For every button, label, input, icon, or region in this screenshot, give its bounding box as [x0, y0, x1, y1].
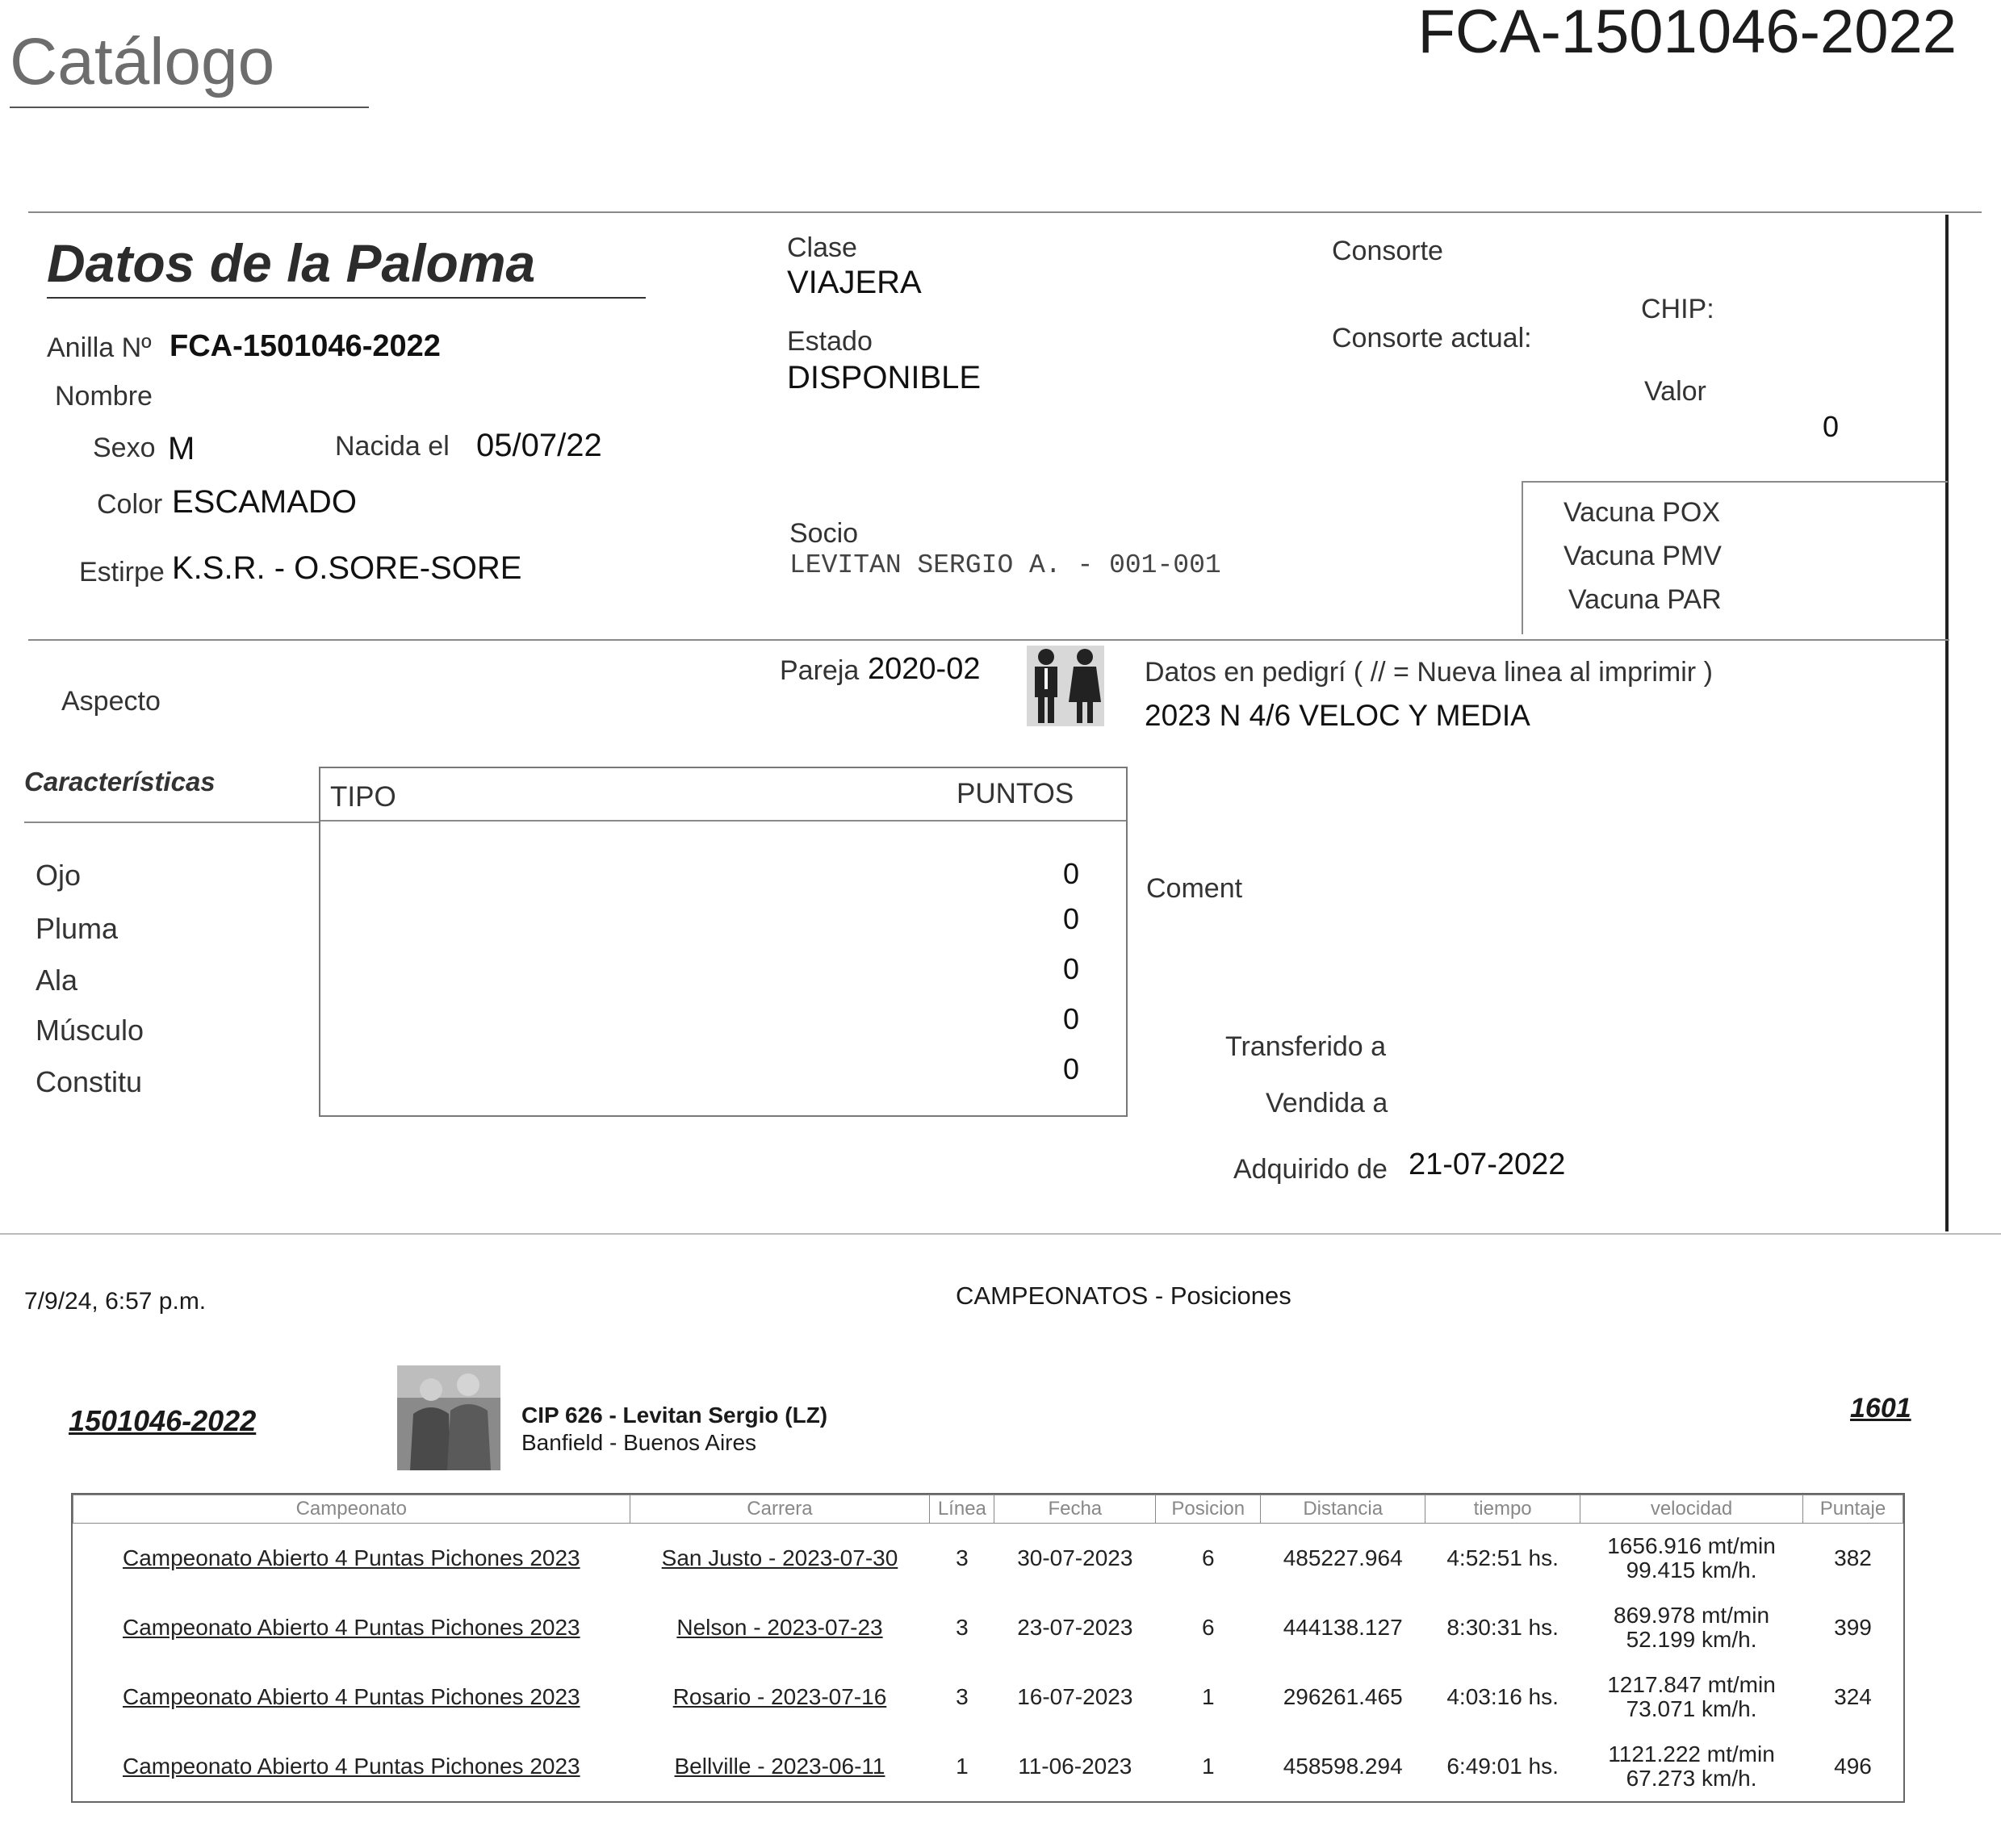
campeonato-link[interactable]: Campeonato Abierto 4 Puntas Pichones 2023	[122, 1615, 580, 1640]
velocidad-mtmin: 1656.916 mt/min	[1607, 1533, 1776, 1558]
velocidad-kmh: 73.071 km/h.	[1626, 1696, 1757, 1721]
color-value: ESCAMADO	[172, 484, 357, 520]
musculo-label: Músculo	[36, 1014, 144, 1047]
puntaje-cell: 324	[1834, 1684, 1872, 1709]
fecha-cell: 30-07-2023	[1017, 1545, 1133, 1570]
col-linea: Línea	[930, 1495, 994, 1524]
sexo-label: Sexo	[93, 433, 156, 463]
adquirido-value: 21-07-2022	[1409, 1148, 1566, 1181]
musculo-puntos: 0	[1063, 1002, 1080, 1035]
anilla-value: FCA-1501046-2022	[170, 329, 441, 363]
velocidad-mtmin: 1217.847 mt/min	[1607, 1672, 1776, 1697]
pluma-label: Pluma	[36, 912, 119, 945]
estirpe-value: K.S.R. - O.SORE-SORE	[172, 550, 522, 586]
vendida-label: Vendida a	[1266, 1088, 1388, 1118]
velocidad-cell	[1580, 1732, 1803, 1801]
caracteristicas-underline	[24, 822, 319, 823]
puntaje-cell: 496	[1834, 1754, 1872, 1779]
campeonato-link[interactable]: Campeonato Abierto 4 Puntas Pichones 2023	[122, 1754, 580, 1779]
socio-label: Socio	[789, 518, 859, 549]
caracteristicas-table	[319, 767, 1128, 1117]
distancia-cell: 444138.127	[1283, 1615, 1403, 1640]
nacida-label: Nacida el	[335, 431, 450, 462]
ojo-label: Ojo	[36, 859, 82, 892]
frame-mid-line	[28, 639, 1949, 641]
fecha-cell: 16-07-2023	[1017, 1684, 1133, 1709]
consorte-actual-label: Consorte actual:	[1332, 323, 1532, 353]
estado-label: Estado	[787, 326, 873, 357]
nacida-value: 05/07/22	[476, 428, 602, 463]
valor-label: Valor	[1644, 376, 1706, 407]
posicion-cell: 1	[1201, 1754, 1215, 1779]
caracteristicas-title: Características	[24, 767, 216, 796]
frame-top-line	[28, 211, 1982, 213]
caracteristicas-header-line	[320, 820, 1126, 822]
nombre-label: Nombre	[55, 381, 153, 412]
tipo-header: TIPO	[330, 781, 396, 813]
velocidad-mtmin: 1121.222 mt/min	[1608, 1741, 1775, 1766]
anilla-label: Anilla Nº	[47, 332, 152, 363]
puntaje-cell: 382	[1834, 1545, 1872, 1570]
carrera-link[interactable]: Nelson - 2023-07-23	[676, 1615, 883, 1640]
pedigri-label: Datos en pedigrí ( // = Nueva linea al imprimir )	[1145, 657, 1713, 688]
section-title: Datos de la Paloma	[47, 233, 536, 293]
constitu-label: Constitu	[36, 1065, 143, 1098]
velocidad-cell	[1580, 1524, 1803, 1594]
velocidad-kmh: 99.415 km/h.	[1626, 1557, 1757, 1583]
socio-value: LEVITAN SERGIO A. - 001-001	[789, 550, 1221, 580]
carrera-link[interactable]: Rosario - 2023-07-16	[672, 1684, 887, 1709]
ring-code-header: FCA-1501046-2022	[1417, 0, 1957, 66]
coment-label: Coment	[1146, 873, 1243, 904]
fecha-cell: 23-07-2023	[1017, 1615, 1133, 1640]
clase-value: VIAJERA	[787, 265, 922, 300]
title-underline	[10, 107, 369, 108]
ojo-puntos: 0	[1063, 857, 1080, 890]
col-velocidad: velocidad	[1580, 1495, 1803, 1524]
posicion-cell: 6	[1201, 1615, 1215, 1640]
estirpe-label: Estirpe	[79, 557, 165, 587]
report-title: CAMPEONATOS - Posiciones	[956, 1281, 1291, 1310]
color-label: Color	[97, 489, 163, 520]
velocidad-mtmin: 869.978 mt/min	[1614, 1603, 1770, 1628]
report-ring-link[interactable]: 1501046-2022	[69, 1404, 257, 1437]
linea-cell: 3	[956, 1545, 969, 1570]
report-datetime: 7/9/24, 6:57 p.m.	[24, 1288, 207, 1315]
pareja-label: Pareja	[780, 655, 860, 686]
velocidad-cell	[1580, 1662, 1803, 1732]
tiempo-cell: 6:49:01 hs.	[1446, 1754, 1559, 1779]
estado-value: DISPONIBLE	[787, 360, 982, 395]
transferido-label: Transferido a	[1225, 1031, 1387, 1062]
col-fecha: Fecha	[994, 1495, 1156, 1524]
sexo-value: M	[168, 431, 195, 466]
clase-label: Clase	[787, 232, 857, 263]
col-tiempo: tiempo	[1425, 1495, 1580, 1524]
constitu-puntos: 0	[1063, 1052, 1080, 1085]
carrera-link[interactable]: San Justo - 2023-07-30	[661, 1545, 898, 1570]
section-underline	[47, 297, 646, 299]
vacuna-pox: Vacuna POX	[1564, 497, 1721, 528]
col-distancia: Distancia	[1261, 1495, 1425, 1524]
pedigri-value: 2023 N 4/6 VELOC Y MEDIA	[1145, 699, 1530, 732]
col-posicion: Posicion	[1156, 1495, 1261, 1524]
linea-cell: 3	[956, 1615, 969, 1640]
owner-location: Banfield - Buenos Aires	[521, 1430, 757, 1455]
campeonato-link[interactable]: Campeonato Abierto 4 Puntas Pichones 2023	[122, 1684, 580, 1709]
page-title: Catálogo	[10, 25, 275, 98]
pluma-puntos: 0	[1063, 902, 1080, 935]
vacuna-par: Vacuna PAR	[1568, 584, 1722, 615]
vacunas-box-left	[1522, 481, 1523, 634]
col-puntaje: Puntaje	[1802, 1495, 1903, 1524]
puntaje-cell: 399	[1834, 1615, 1872, 1640]
owner-line: CIP 626 - Levitan Sergio (LZ)	[521, 1403, 828, 1428]
pareja-value: 2020-02	[868, 652, 981, 686]
velocidad-cell	[1580, 1593, 1803, 1662]
col-campeonato: Campeonato	[73, 1495, 630, 1524]
vacunas-box-top	[1522, 481, 1948, 483]
tiempo-cell: 8:30:31 hs.	[1446, 1615, 1559, 1640]
couple-icon[interactable]	[1027, 646, 1104, 726]
carrera-link[interactable]: Bellville - 2023-06-11	[674, 1754, 885, 1779]
distancia-cell: 296261.465	[1283, 1684, 1403, 1709]
linea-cell: 1	[956, 1754, 969, 1779]
chip-label: CHIP:	[1641, 294, 1714, 324]
puntos-header: PUNTOS	[957, 778, 1074, 809]
aspecto-label: Aspecto	[61, 686, 161, 717]
valor-value: 0	[1823, 410, 1840, 443]
velocidad-kmh: 67.273 km/h.	[1626, 1766, 1757, 1791]
ala-puntos: 0	[1063, 952, 1080, 985]
fecha-cell: 11-06-2023	[1018, 1754, 1132, 1779]
ala-label: Ala	[36, 964, 78, 997]
col-carrera: Carrera	[630, 1495, 930, 1524]
velocidad-kmh: 52.199 km/h.	[1626, 1627, 1757, 1652]
distancia-cell: 485227.964	[1283, 1545, 1403, 1570]
tiempo-cell: 4:03:16 hs.	[1446, 1684, 1559, 1709]
owner-photo	[397, 1365, 500, 1470]
linea-cell: 3	[956, 1684, 969, 1709]
adquirido-label: Adquirido de	[1233, 1154, 1388, 1185]
campeonatos-table	[71, 1493, 1905, 1803]
table-row	[73, 1662, 1903, 1732]
vacuna-pmv: Vacuna PMV	[1564, 541, 1722, 571]
tiempo-cell: 4:52:51 hs.	[1446, 1545, 1559, 1570]
table-row	[73, 1593, 1903, 1662]
consorte-label: Consorte	[1332, 236, 1443, 266]
table-row	[73, 1524, 1903, 1594]
posicion-cell: 6	[1201, 1545, 1215, 1570]
campeonato-link[interactable]: Campeonato Abierto 4 Puntas Pichones 2023	[122, 1545, 580, 1570]
report-number-link[interactable]: 1601	[1850, 1393, 1911, 1424]
frame-right-line	[1945, 215, 1949, 1231]
posicion-cell: 1	[1201, 1684, 1215, 1709]
page-divider	[0, 1233, 2001, 1235]
distancia-cell: 458598.294	[1283, 1754, 1403, 1779]
table-row	[73, 1732, 1903, 1801]
